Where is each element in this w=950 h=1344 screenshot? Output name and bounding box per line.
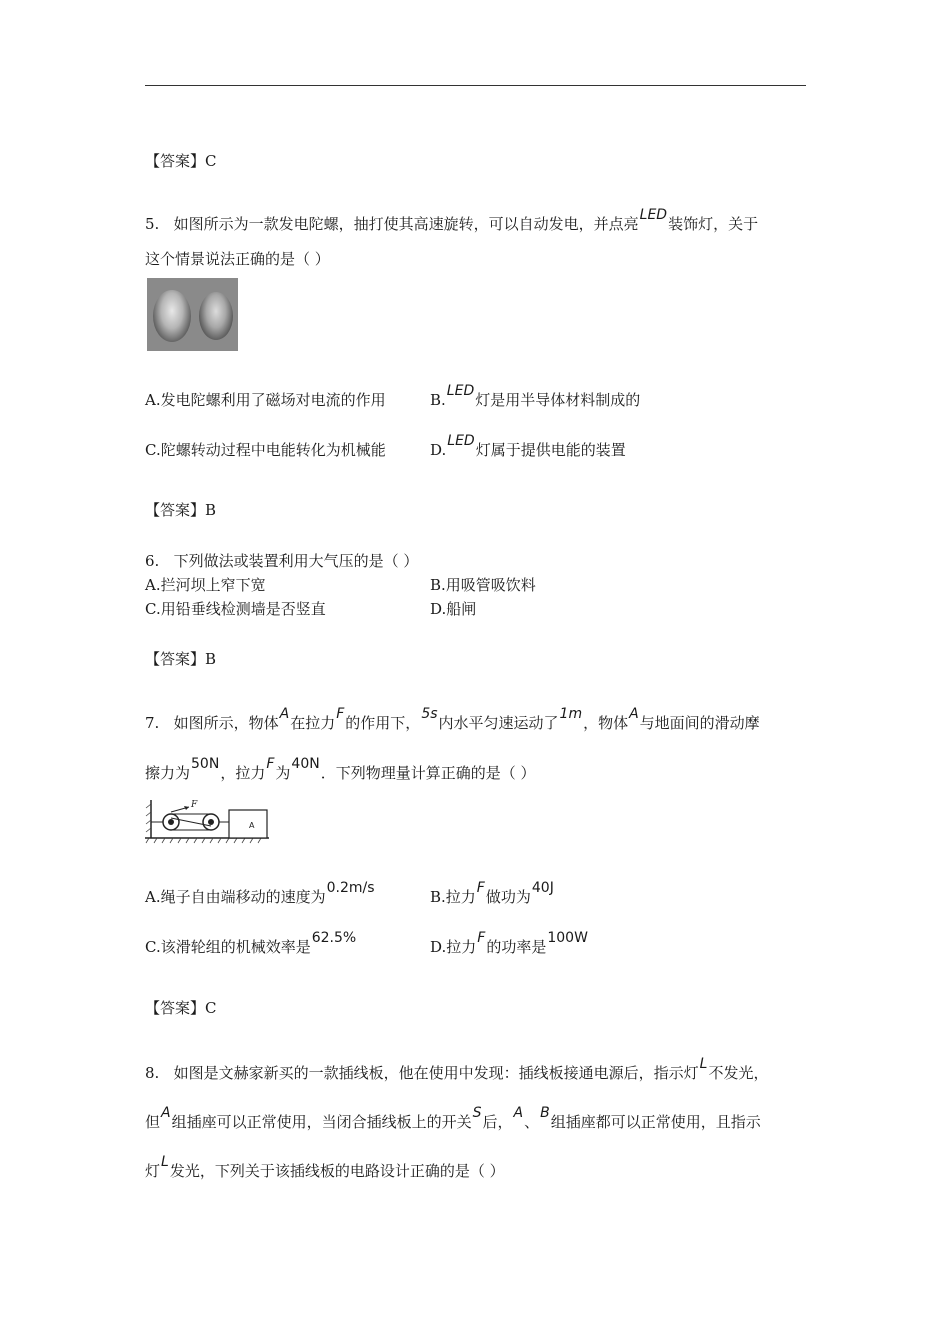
- math-distance: 1m: [559, 706, 583, 722]
- math-f: F: [476, 880, 485, 896]
- question-text: 与地面间的滑动摩: [639, 714, 760, 732]
- math-s: S: [472, 1105, 482, 1121]
- option-text: 的功率是: [486, 938, 547, 956]
- math-led: LED: [639, 207, 668, 223]
- option-d: [430, 433, 626, 462]
- math-value: 62.5%: [311, 930, 357, 946]
- option-letter: B.: [430, 391, 446, 409]
- option-text: B.拉力: [430, 888, 476, 906]
- question-text: 但: [145, 1113, 161, 1131]
- question-5-line-2: 这个情景说法正确的是（ ）: [145, 250, 330, 268]
- question-text: ．下列物理量计算正确的是（ ）: [320, 764, 536, 782]
- header-rule: [145, 85, 806, 86]
- math-a: A: [513, 1105, 524, 1121]
- math-b: B: [540, 1105, 550, 1121]
- question-text: ，拉力: [220, 764, 266, 782]
- option-text: C.该滑轮组的机械效率是: [145, 938, 311, 956]
- question-text: ，物体: [583, 714, 629, 732]
- question-text: 如图所示为一款发电陀螺，抽打使其高速旋转，可以自动发电，并点亮: [173, 215, 639, 233]
- option-a: [145, 880, 376, 909]
- question-text: 在拉力: [290, 714, 336, 732]
- math-f: F: [336, 706, 345, 722]
- math-a: A: [279, 706, 290, 722]
- question-text: 发光，下列关于该插线板的电路设计正确的是（ ）: [169, 1162, 505, 1180]
- option-text: D.拉力: [430, 938, 477, 956]
- option-a: A.发电陀螺利用了磁场对电流的作用: [145, 391, 386, 409]
- math-value: 40J: [531, 880, 554, 896]
- question-number: 6.: [145, 552, 160, 570]
- answer-label: 【答案】C: [145, 152, 217, 170]
- question-text: 擦力为: [145, 764, 191, 782]
- question-number: 7.: [145, 714, 160, 732]
- pulley-diagram: [145, 798, 271, 844]
- option-b: [430, 880, 555, 909]
- question-5-line-1: [145, 207, 759, 236]
- math-f: F: [266, 756, 275, 772]
- option-b: B.用吸管吸饮料: [430, 576, 536, 594]
- option-text: 灯属于提供电能的装置: [475, 441, 626, 459]
- option-c: C.陀螺转动过程中电能转化为机械能: [145, 441, 386, 459]
- math-friction: 50N: [191, 756, 220, 772]
- question-text: 组插座都可以正常使用，且指示: [550, 1113, 761, 1131]
- math-time: 5s: [421, 706, 438, 722]
- question-7-line-2: [145, 756, 536, 785]
- question-8-line-2: [145, 1105, 761, 1134]
- answer-label: 【答案】B: [145, 650, 217, 668]
- question-7-line-1: [145, 706, 760, 735]
- math-a: A: [161, 1105, 171, 1121]
- answer-label: 【答案】C: [145, 999, 217, 1017]
- question-number: 5.: [145, 215, 160, 233]
- option-letter: D.: [430, 441, 447, 459]
- answer-label: 【答案】B: [145, 501, 217, 519]
- math-a: A: [629, 706, 639, 722]
- question-text: 为: [275, 764, 291, 782]
- question-text: 的作用下，: [345, 714, 421, 732]
- option-text: 灯是用半导体材料制成的: [475, 391, 641, 409]
- question-6-stem: [145, 550, 418, 572]
- question-text: 内水平匀速运动了: [438, 714, 559, 732]
- diagram-label-f: F: [191, 800, 198, 810]
- question-text: 、: [524, 1113, 540, 1131]
- gyroscope-photo: [147, 278, 238, 351]
- question-text: 后，: [482, 1113, 513, 1131]
- question-8-line-1: [145, 1056, 769, 1085]
- question-text: 不发光，: [708, 1064, 769, 1082]
- math-led: LED: [446, 383, 475, 399]
- question-text: 下列做法或装置利用大气压的是（ ）: [173, 552, 419, 570]
- option-d: [430, 930, 589, 959]
- math-led: LED: [447, 433, 475, 449]
- math-l: L: [699, 1056, 708, 1072]
- question-text: 灯: [145, 1162, 161, 1180]
- math-force: 40N: [291, 756, 320, 772]
- math-value: 100W: [547, 930, 588, 946]
- diagram-label-a: A: [249, 821, 255, 830]
- question-text: 组插座可以正常使用，当闭合插线板上的开关: [171, 1113, 472, 1131]
- option-c: C.用铅垂线检测墙是否竖直: [145, 600, 326, 618]
- question-text: 如图是文赫家新买的一款插线板，他在使用中发现：插线板接通电源后，指示灯: [173, 1064, 699, 1082]
- question-text: 如图所示，物体: [173, 714, 279, 732]
- option-text: 做功为: [485, 888, 531, 906]
- option-text: A.绳子自由端移动的速度为: [145, 888, 326, 906]
- question-text: 装饰灯，关于: [668, 215, 759, 233]
- option-b: [430, 383, 641, 412]
- option-d: D.船闸: [430, 600, 477, 618]
- option-c: [145, 930, 357, 959]
- option-a: A.拦河坝上窄下宽: [145, 576, 266, 594]
- math-value: 0.2m/s: [326, 880, 375, 896]
- question-number: 8.: [145, 1064, 160, 1082]
- math-l: L: [161, 1154, 169, 1170]
- math-f: F: [477, 930, 486, 946]
- question-8-line-3: [145, 1154, 505, 1183]
